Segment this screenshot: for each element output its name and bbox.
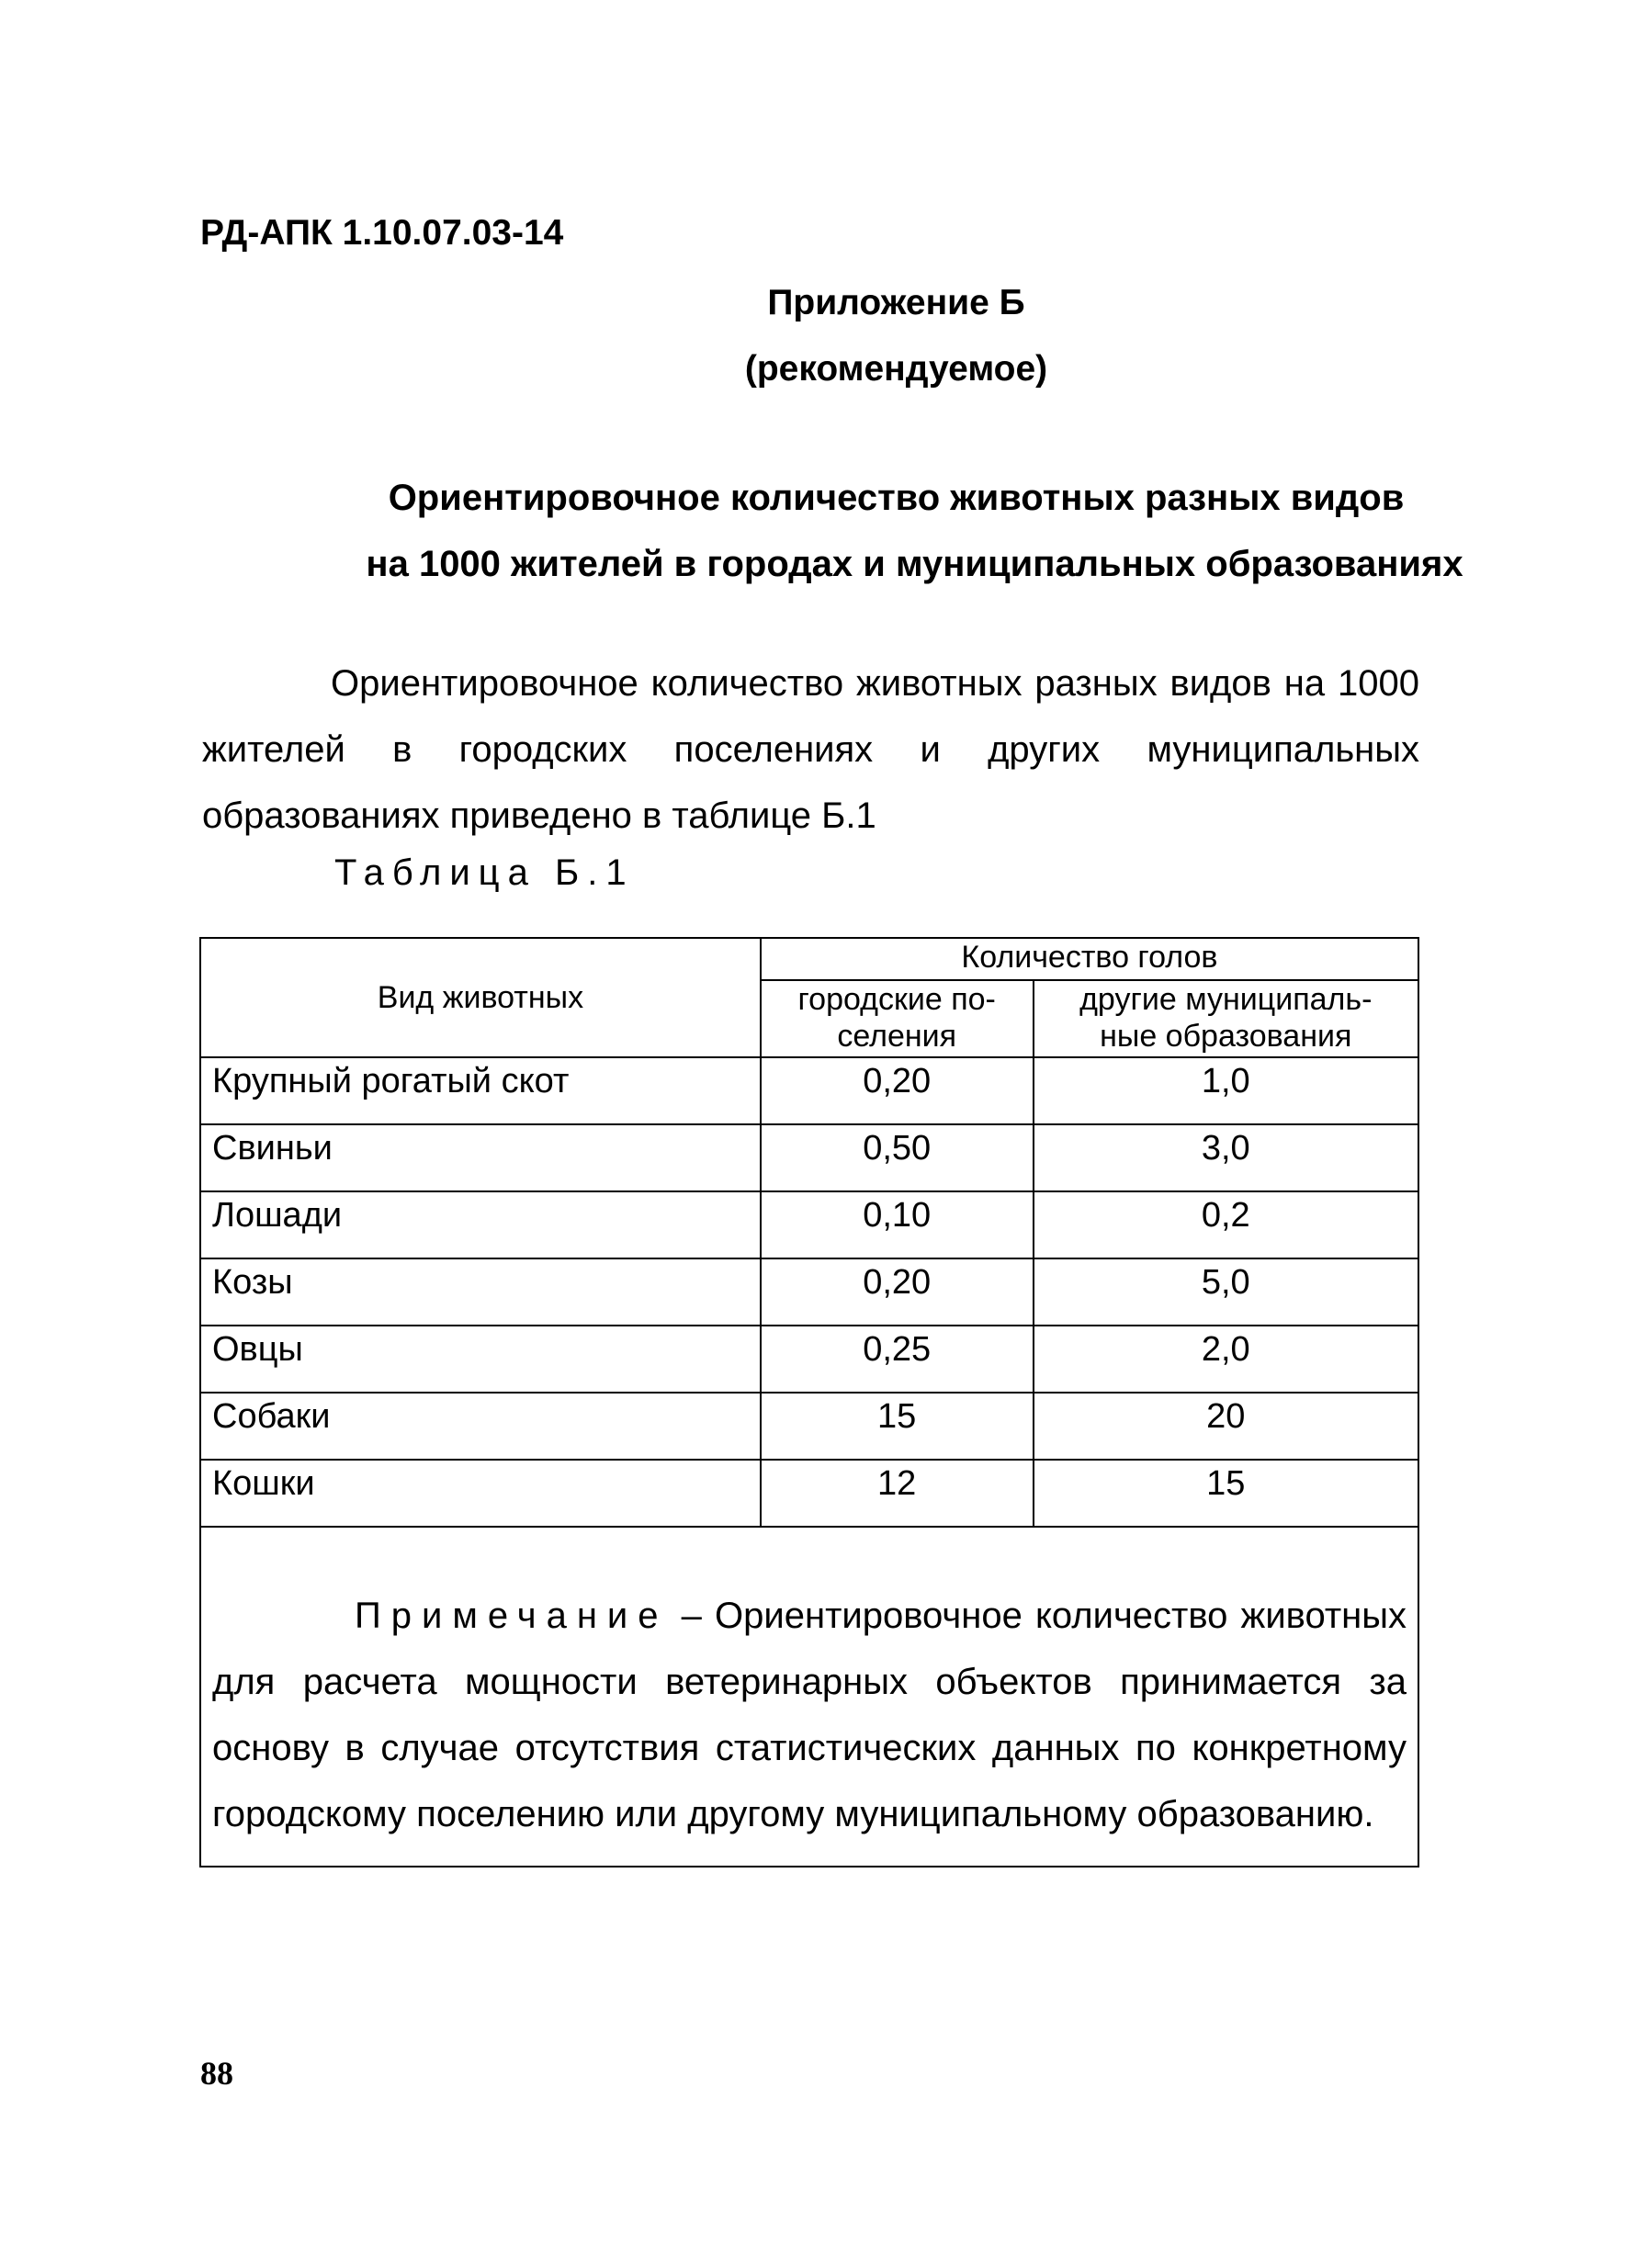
note-text: – Ориентировочное количество животных для расчета мощности ветеринарных объектов принимается за основу в случае отсутствия статистических данных по конкретному городскому поселению или другому муниципальному образованию. bbox=[212, 1596, 1407, 1834]
section-heading-line2: на 1000 жителей в городах и муниципальных образованиях bbox=[366, 544, 1463, 584]
urban-count-cell: 0,20 bbox=[761, 1258, 1034, 1326]
other-count-cell: 20 bbox=[1034, 1393, 1418, 1460]
document-code: РД-АПК 1.10.07.03-14 bbox=[200, 213, 564, 253]
other-count-cell: 3,0 bbox=[1034, 1124, 1418, 1191]
urban-count-cell: 0,10 bbox=[761, 1191, 1034, 1258]
table-row bbox=[200, 1258, 1418, 1326]
urban-count-cell: 0,25 bbox=[761, 1326, 1034, 1393]
animal-name-cell: Свиньи bbox=[200, 1124, 761, 1191]
intro-paragraph-text: Ориентировочное количество животных разных видов на 1000 жителей в городских поселениях и других муниципальных образованиях приведено в таблице Б.1 bbox=[202, 663, 1419, 836]
header-head-count: Количество голов bbox=[761, 938, 1418, 980]
urban-count-cell: 0,50 bbox=[761, 1124, 1034, 1191]
other-count-cell: 15 bbox=[1034, 1460, 1418, 1527]
table-row bbox=[200, 1057, 1418, 1124]
table-row bbox=[200, 1124, 1418, 1191]
header-urban-line1: городские по- bbox=[797, 982, 996, 1017]
animal-name-cell: Кошки bbox=[200, 1460, 761, 1527]
animal-name-cell: Овцы bbox=[200, 1326, 761, 1393]
appendix-status: (рекомендуемое) bbox=[744, 349, 1048, 389]
animal-name-cell: Козы bbox=[200, 1258, 761, 1326]
table-row bbox=[200, 1393, 1418, 1460]
header-urban bbox=[761, 980, 1034, 1057]
animal-name-cell: Лошади bbox=[200, 1191, 761, 1258]
other-count-cell: 5,0 bbox=[1034, 1258, 1418, 1326]
header-other bbox=[1034, 980, 1418, 1057]
header-other-line2: ные образования bbox=[1100, 1019, 1352, 1054]
urban-count-cell: 0,20 bbox=[761, 1057, 1034, 1124]
table-row bbox=[200, 1460, 1418, 1527]
page-number: 88 bbox=[200, 2055, 233, 2092]
table-row bbox=[200, 1191, 1418, 1258]
other-count-cell: 0,2 bbox=[1034, 1191, 1418, 1258]
table-note bbox=[200, 1527, 1418, 1867]
table-body bbox=[200, 1057, 1418, 1527]
header-other-line1: другие муниципаль- bbox=[1079, 982, 1373, 1017]
other-count-cell: 2,0 bbox=[1034, 1326, 1418, 1393]
header-animal-type: Вид животных bbox=[200, 938, 761, 1057]
table-row bbox=[200, 1326, 1418, 1393]
intro-paragraph bbox=[202, 650, 1419, 849]
animal-name-cell: Крупный рогатый скот bbox=[200, 1057, 761, 1124]
header-urban-line2: селения bbox=[837, 1019, 957, 1054]
animal-name-cell: Собаки bbox=[200, 1393, 761, 1460]
section-heading-line1: Ориентировочное количество животных разных видов bbox=[388, 478, 1405, 518]
urban-count-cell: 12 bbox=[761, 1460, 1034, 1527]
urban-count-cell: 15 bbox=[761, 1393, 1034, 1460]
other-count-cell: 1,0 bbox=[1034, 1057, 1418, 1124]
table-title: Таблица Б.1 bbox=[334, 852, 635, 893]
appendix-title: Приложение Б bbox=[767, 283, 1025, 322]
note-label: Примечание bbox=[355, 1596, 669, 1636]
animals-table bbox=[199, 937, 1419, 1867]
